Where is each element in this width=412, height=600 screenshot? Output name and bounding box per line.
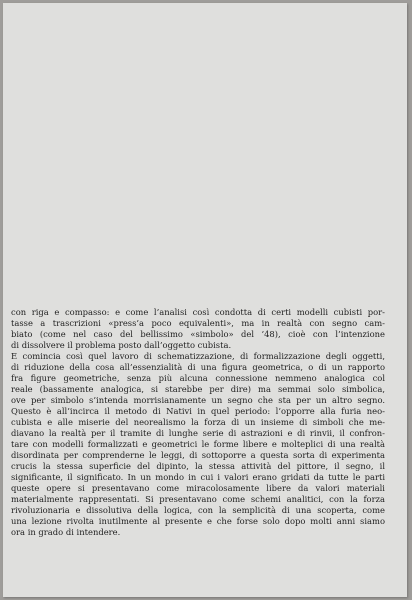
text-line: fra figure geometriche, senza più alcuna connessione nemmeno analogica col [11,373,385,383]
text-line: biato (come nel caso del bellissimo «simbolo» del ’48), cioè con l’intenzione [11,329,385,339]
book-page [3,3,407,597]
text-line: ove per simbolo s’intenda morrisianamente un segno che sta per un altro segno. [11,395,385,405]
text-line: con riga e compasso: e come l’analisi così condotta di certi modelli cubisti por- [11,307,385,317]
text-line: diavano la realtà per il tramite di lunghe serie di astrazioni e di rinvii, il confron- [11,428,385,438]
text-line: disordinata per comprenderne le leggi, di sottoporre a questa sorta di experimenta [11,450,385,460]
text-line: rivoluzionaria e dissolutiva della logica, con la semplicità di una scoperta, come [11,505,385,515]
text-line: di dissolvere il problema posto dall’oggetto cubista. [11,340,232,350]
text-line: Questo è all’incirca il metodo di Nativi in quel periodo: l’opporre alla furia neo- [11,406,385,416]
text-line: crucis la stessa superficie del dipinto, la stessa attività del pittore, il segno, il [11,461,385,471]
text-line: significante, il significato. In un mondo in cui i valori erano gridati da tutte le parti [11,472,385,482]
text-line: di riduzione della cosa all’essenzialità di una figura geometrica, o di un rapporto [11,362,385,372]
text-line: materialmente rappresentati. Si presentavano come schemi analitici, con la forza [11,494,385,504]
text-line: ora in grado di intendere. [11,527,121,537]
text-line: E comincia così quel lavoro di schematizzazione, di formalizzazione degli oggetti, [11,351,385,361]
body-text [11,307,385,538]
text-line: tasse a trascrizioni «press’a poco equivalenti», ma in realtà con segno cam- [11,318,385,328]
text-line: una lezione rivolta inutilmente al presente e che forse solo dopo molti anni siamo [11,516,385,526]
text-line: reale (bassamente analogica, si starebbe per dire) ma semmai solo simbolica, [11,384,385,394]
text-line: tare con modelli formalizzati e geometrici le forme libere e molteplici di una realtà [11,439,385,449]
text-line: cubista e alle miserie del neorealismo la forza di un insieme di simboli che me- [11,417,385,427]
text-line: queste opere si presentavano come miracolosamente libere da valori materiali [11,483,385,493]
